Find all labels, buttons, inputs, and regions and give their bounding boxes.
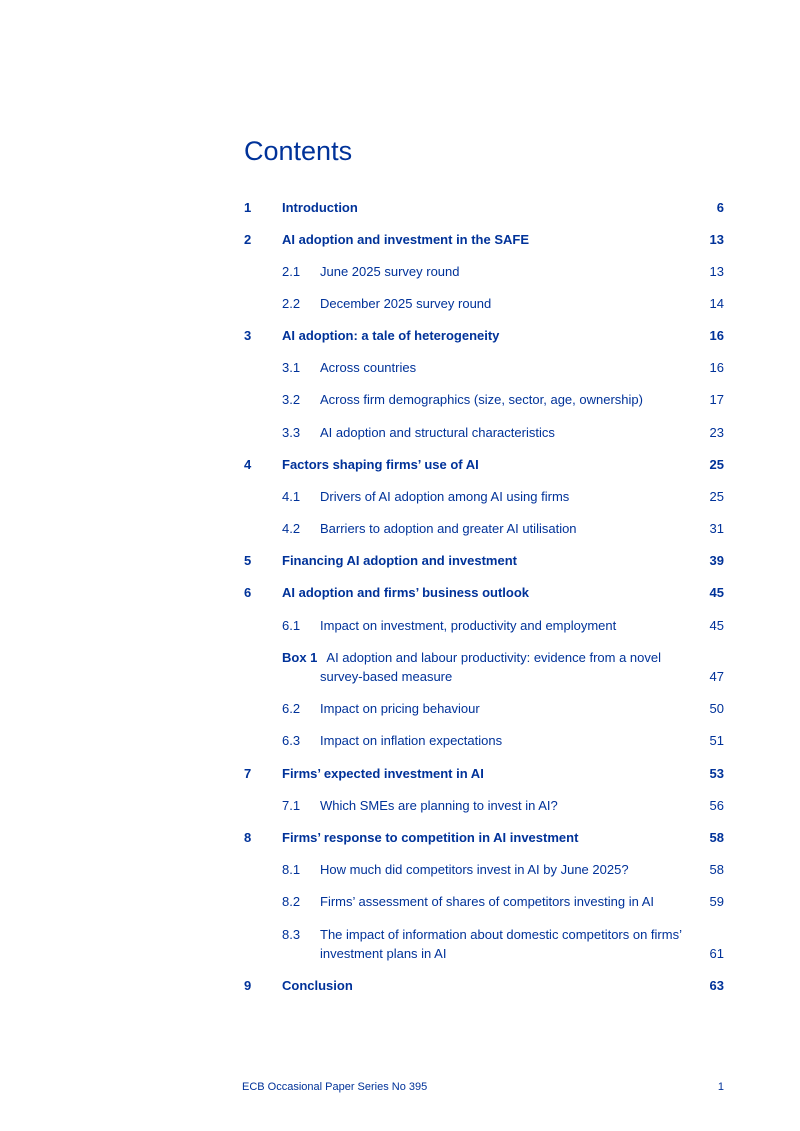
toc-page: 25 [709,489,724,504]
toc-number: 6 [244,585,252,600]
toc-label: AI adoption and labour productivity: evidence from a novel [326,650,661,665]
toc-label: AI adoption and firms’ business outlook [282,585,530,600]
toc-number: 4.2 [282,521,301,536]
toc-label-block [320,925,690,963]
toc-box-number: Box 1 [282,650,318,665]
toc-page: 53 [709,766,724,781]
toc-label: June 2025 survey round [320,264,460,279]
toc-number: 5 [244,553,252,568]
toc-number: 2 [244,232,252,247]
toc-page: 16 [709,360,724,375]
toc-label: Impact on inflation expectations [320,733,503,748]
toc-page: 45 [709,618,724,633]
toc-number: 8.1 [282,862,301,877]
toc-number: 6.1 [282,618,301,633]
toc-label: The impact of information about domestic competitors on firms’ [320,927,682,942]
toc-label: Firms’ response to competition in AI investment [282,830,579,845]
toc-number: 3 [244,328,252,343]
toc-page: 13 [709,232,724,247]
toc-number: 4.1 [282,489,301,504]
toc-number: 6.2 [282,701,301,716]
toc-label: AI adoption and investment in the SAFE [282,232,530,247]
footer-series: ECB Occasional Paper Series No 395 [242,1081,428,1093]
toc-page: 51 [709,733,724,748]
toc-number: 9 [244,978,252,993]
toc-page: 17 [709,392,724,407]
toc-label: Financing AI adoption and investment [282,553,517,568]
toc-number: 8.2 [282,894,301,909]
toc-number: 3.3 [282,425,301,440]
toc-number: 3.2 [282,392,301,407]
toc-label: AI adoption: a tale of heterogeneity [282,328,500,343]
toc-number: 7 [244,766,252,781]
page-title: Contents [244,136,353,166]
toc-page: 39 [709,553,724,568]
toc-page: 63 [709,978,724,993]
toc-box-label [282,648,682,686]
toc-number: 8 [244,830,252,845]
toc-number: 3.1 [282,360,301,375]
toc-page: 50 [709,701,724,716]
toc-label-continued: survey-based measure [320,669,453,684]
toc-page: 31 [709,521,724,536]
toc-label: Across firm demographics (size, sector, age, ownership) [320,392,643,407]
toc-page: 13 [709,264,724,279]
toc-page: 61 [709,946,724,961]
toc-number: 2.2 [282,296,301,311]
toc-page: 45 [709,585,724,600]
toc-label: Impact on pricing behaviour [320,701,480,716]
toc-number: 2.1 [282,264,301,279]
toc-page: 14 [709,296,724,311]
toc-label: How much did competitors invest in AI by June 2025? [320,862,629,877]
toc-label: Firms’ assessment of shares of competitors investing in AI [320,894,655,909]
toc-number: 4 [244,457,252,472]
toc-page: 59 [709,894,724,909]
toc-label: Which SMEs are planning to invest in AI? [320,798,558,813]
toc-label: Drivers of AI adoption among AI using firms [320,489,570,504]
toc-label: Factors shaping firms’ use of AI [282,457,479,472]
toc-page: 6 [716,200,724,215]
toc-label: Across countries [320,360,417,375]
toc-label: December 2025 survey round [320,296,492,311]
toc-page: 25 [709,457,724,472]
toc-label: Impact on investment, productivity and employment [320,618,617,633]
toc-page: 23 [709,425,724,440]
toc-page: 58 [709,862,724,877]
toc-number: 7.1 [282,798,301,813]
footer-page-number: 1 [717,1081,724,1093]
toc-label: Conclusion [282,978,353,993]
toc-number: 8.3 [282,927,301,942]
toc-label-continued: investment plans in AI [320,946,447,961]
toc-number: 6.3 [282,733,301,748]
toc-page: 58 [709,830,724,845]
toc-label: AI adoption and structural characteristics [320,425,555,440]
toc-page: 47 [709,669,724,684]
toc-label: Barriers to adoption and greater AI utilisation [320,521,577,536]
toc-number: 1 [244,200,252,215]
toc-page: 56 [709,798,724,813]
toc-page: 16 [709,328,724,343]
toc-label: Firms’ expected investment in AI [282,766,484,781]
toc-label: Introduction [282,200,358,215]
